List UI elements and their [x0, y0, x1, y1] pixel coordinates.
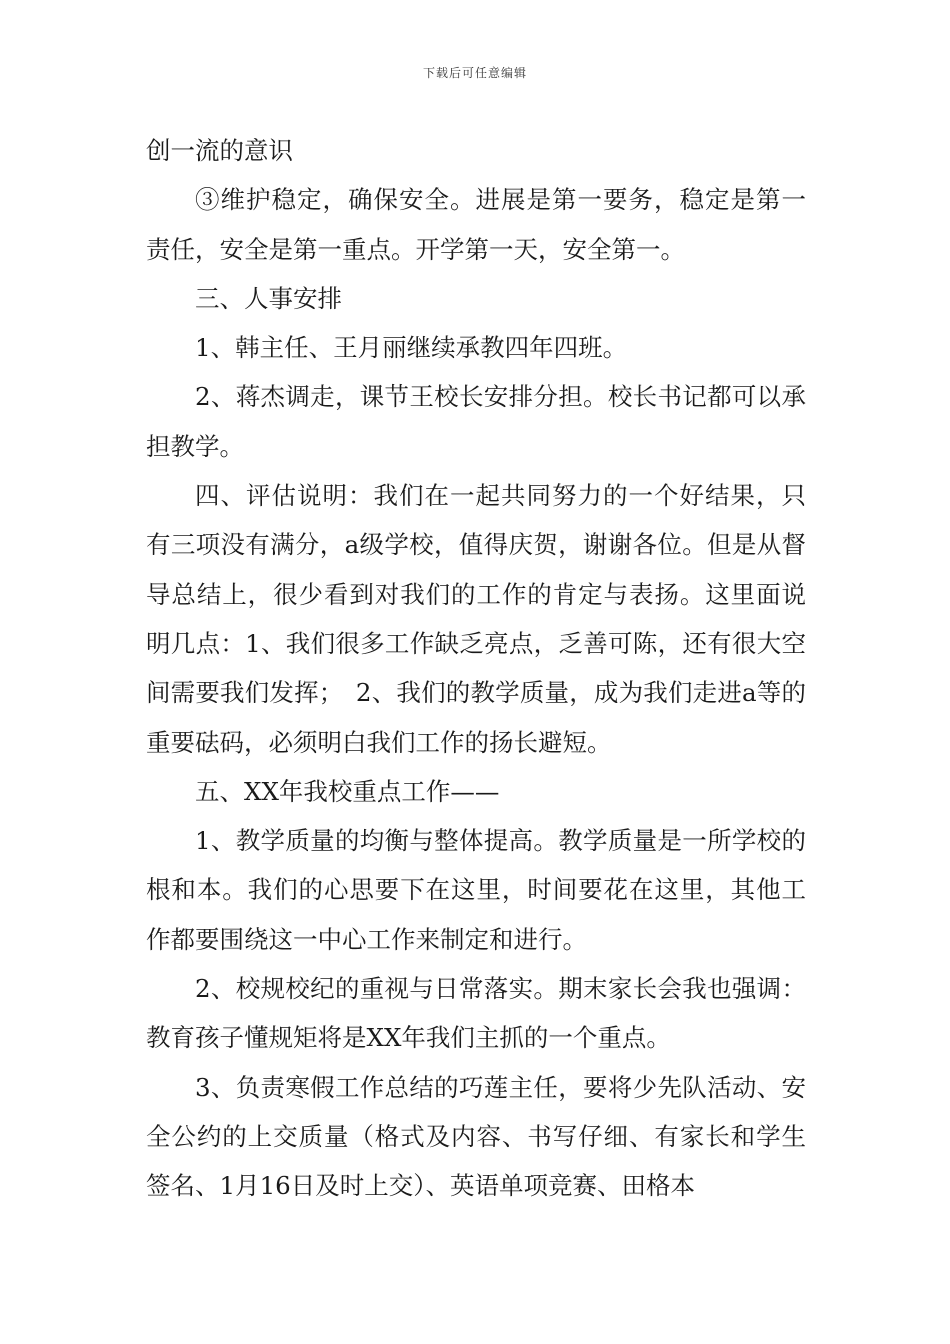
page-header-note: 下载后可任意编辑	[422, 66, 527, 80]
paragraph: 1、韩主任、王月丽继续承教四年四班。	[195, 333, 628, 363]
section-heading: 三、人事安排	[195, 283, 342, 313]
paragraph: 3、负责寒假工作总结的巧莲主任，要将少先队活动、安全公约的上交质量（格式及内容、书写仔细、有家长和学生签名、1月16日及时上交）、英语单项竞赛、田格本	[146, 1072, 806, 1201]
section-heading: 五、XX年我校重点工作——	[195, 776, 500, 806]
document-body	[146, 126, 806, 1211]
paragraph: ③维护稳定，确保安全。进展是第一要务，稳定是第一责任，安全是第一重点。开学第一天，安全第一。	[146, 185, 806, 264]
paragraph: 创一流的意识	[146, 136, 293, 165]
paragraph: 1、教学质量的均衡与整体提高。教学质量是一所学校的根和本。我们的心思要下在这里，时间要花在这里，其他工作都要围绕这一中心工作来制定和进行。	[146, 826, 806, 954]
paragraph: 2、蒋杰调走，课节王校长安排分担。校长书记都可以承担教学。	[146, 382, 806, 461]
paragraph: 2、校规校纪的重视与日常落实。期末家长会我也强调：教育孩子懂规矩将是XX年我们主抓的一个重点。	[146, 974, 806, 1053]
paragraph: 四、评估说明：我们在一起共同努力的一个好结果，只有三项没有满分，a级学校，值得庆贺，谢谢各位。但是从督导总结上，很少看到对我们的工作的肯定与表扬。这里面说明几点：1、我们很多工作缺乏亮点，乏善可陈，还有很大空间需要我们发挥； 2、我们的教学质量，成为我们走进a等的重要砝码，必须明白我们工作的扬长避短。	[146, 481, 806, 757]
